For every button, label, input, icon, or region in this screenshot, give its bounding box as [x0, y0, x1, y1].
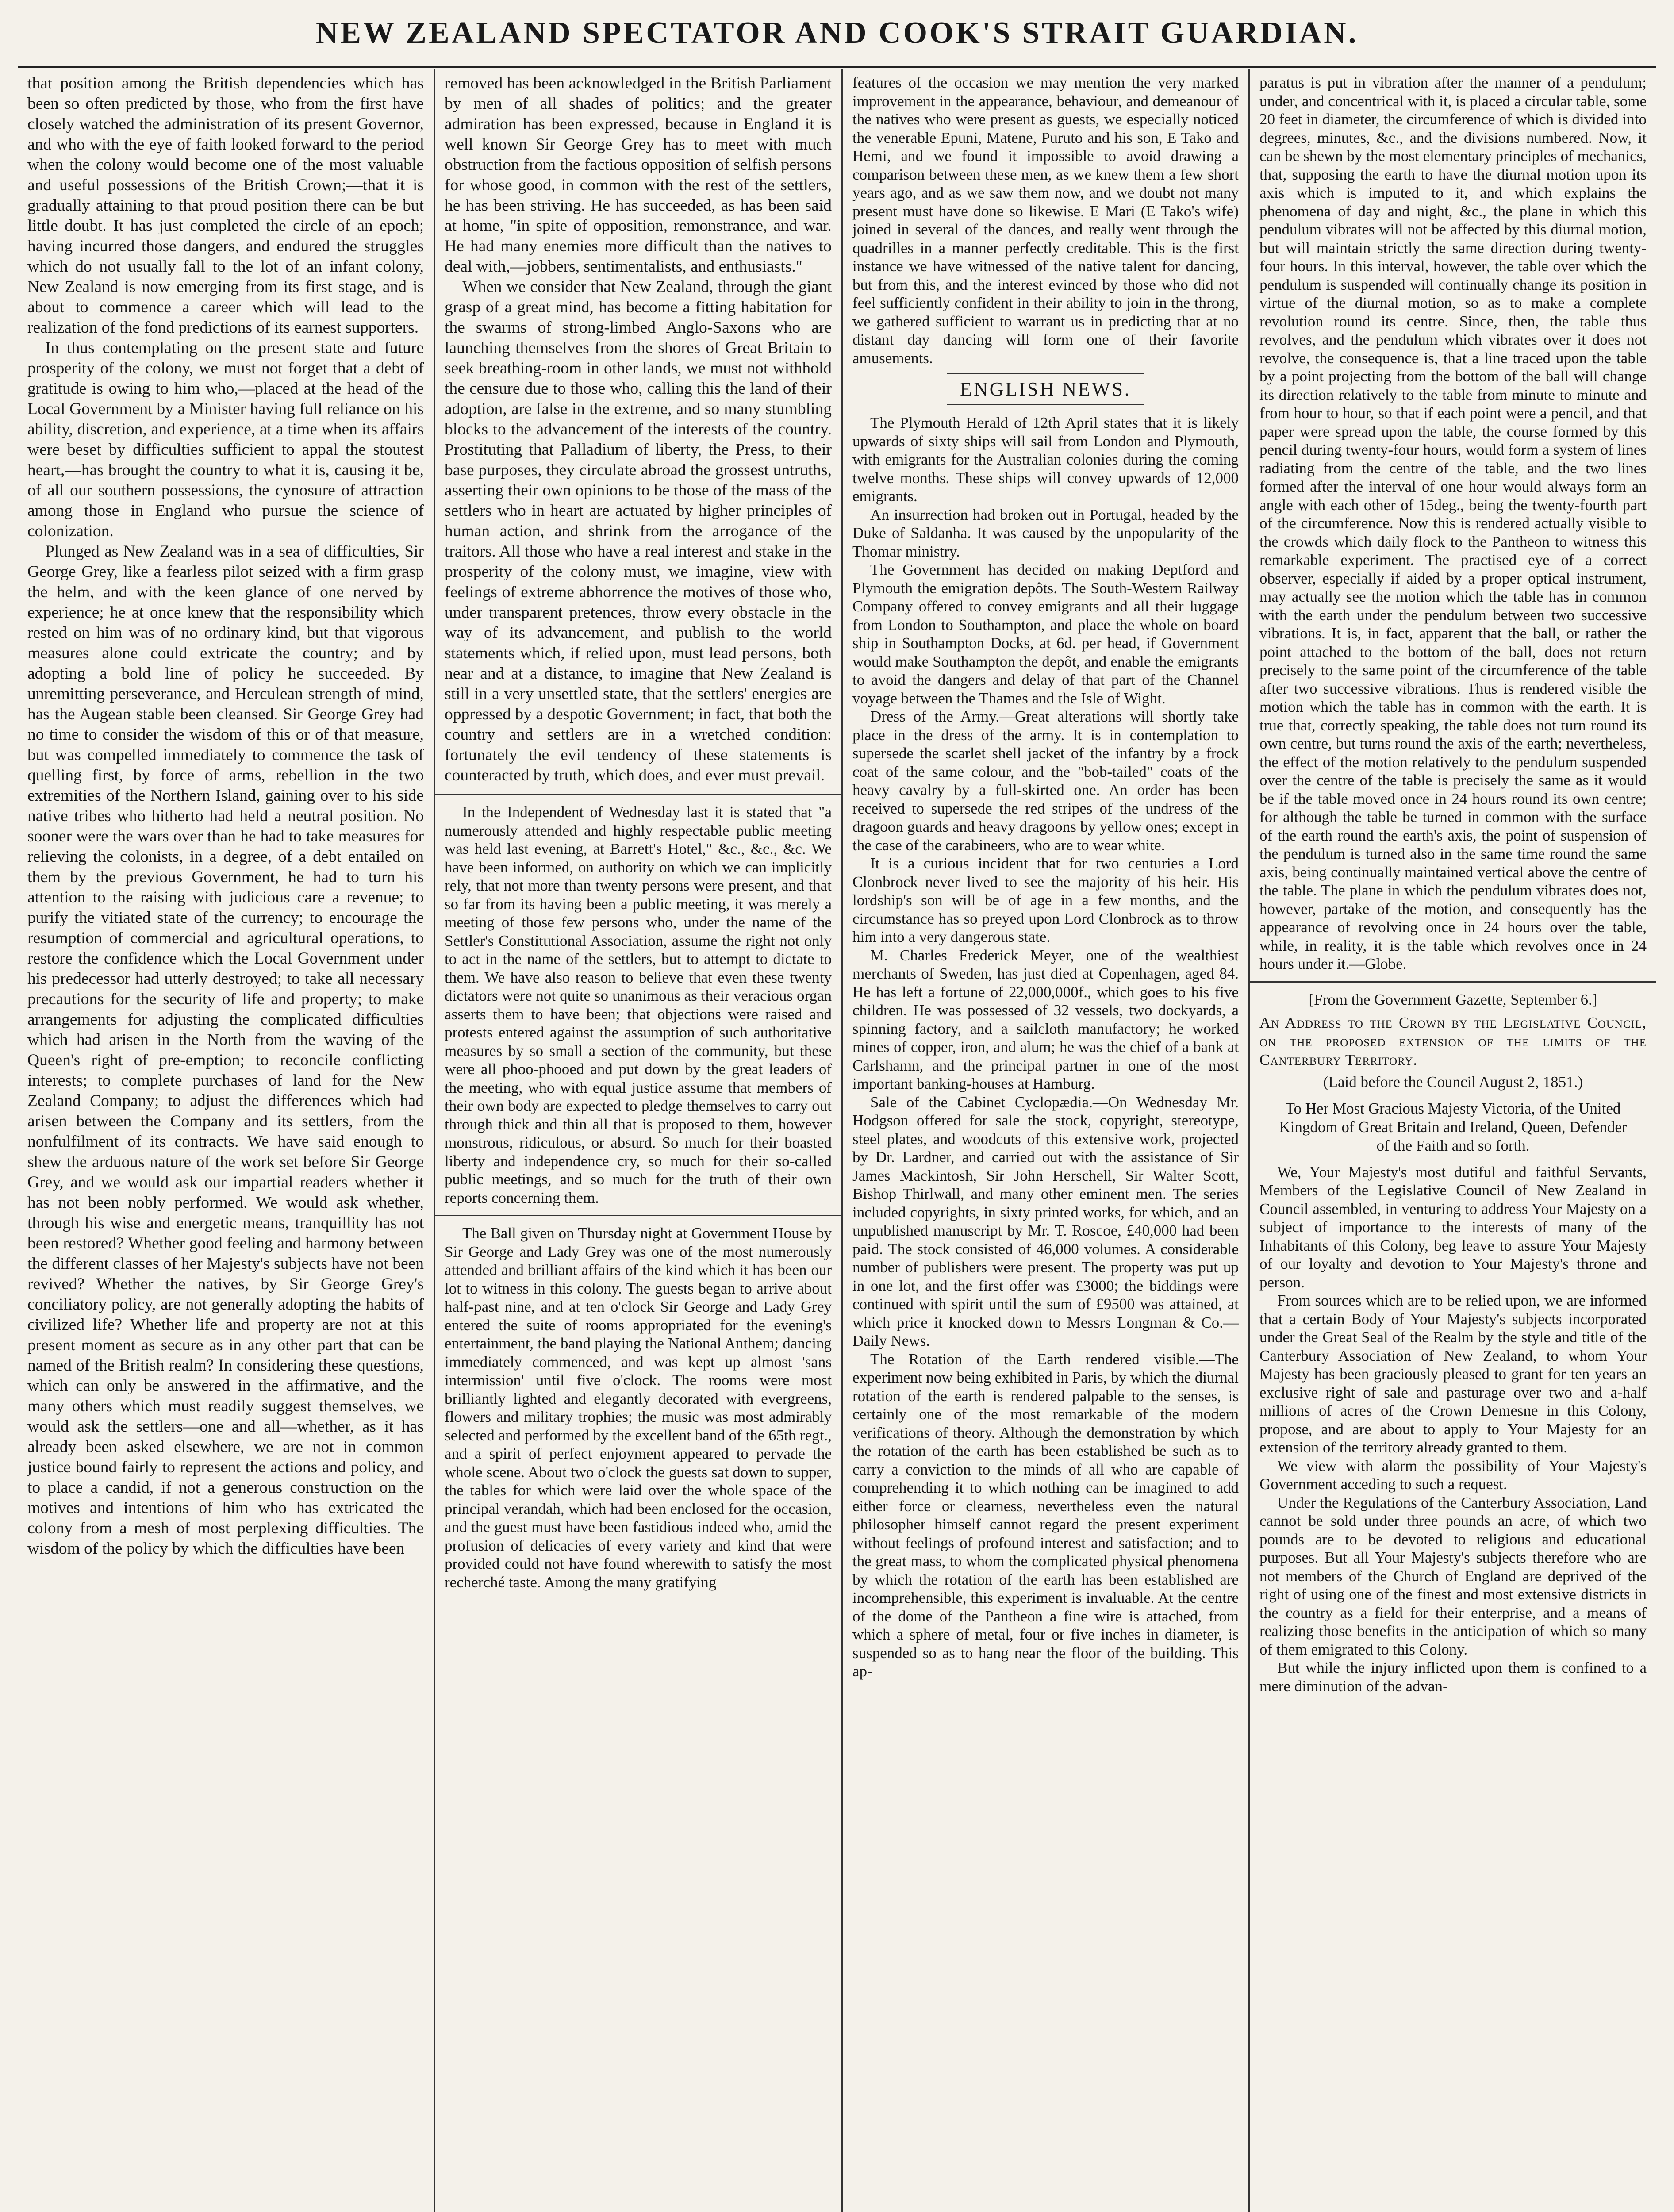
- gazette-note: [From the Government Gazette, September 6.]: [1309, 991, 1597, 1008]
- paragraph: In thus contemplating on the present state and future prosperity of the colony, we must not forget that a debt of gratitude is owing to him who,—placed at the head of the Local Government by a Minister having full reliance on his ability, discretion, and experience, at a time when its affairs were beset by difficulties sufficient to appal the stoutest heart,—has brought the country to what it is, causing it be, of all our southern possessions, the cynosure of attraction among those in England who pursue the science of colonization.: [27, 339, 424, 540]
- paragraph: The Ball given on Thursday night at Government House by Sir George and Lady Grey was one of the most numerously attended and brilliant affairs of the kind which it has been our lot to witness in this colony. The guests began to arrive about half-past nine, and at ten o'clock Sir George and Lady Grey entered the suite of rooms appropriated for the evening's entertainment, the band playing the National Anthem; dancing immediately commenced, and was kept up almost 'sans intermission' until five o'clock. The rooms were most brilliantly lighted and elegantly decorated with evergreens, flowers and military trophies; the music was most admirably selected and performed by the excellent band of the 65th regt., and a spirit of perfect enjoyment appeared to pervade the whole scene. About two o'clock the guests sat down to supper, the tables for which were laid over the whole space of the principal verandah, which had been enclosed for the occasion, and the guest must have been fastidious indeed who, amid the profusion of delicacies of every variety and kind that were provided could not have found wherewith to satisfy the most recherché taste. Among the many gratifying: [445, 1225, 832, 1591]
- address-title: An Address to the Crown by the Legislative Council, on the proposed extension of the limits of the Canterbury Territory.: [1259, 1014, 1647, 1068]
- paragraph: that position among the British dependencies which has been so often predicted by those, who from the first have closely watched the administration of its present Governor, and who with the eye of faith looked forward to the period when the colony would become one of the most valuable and useful possessions of the British Crown;—that it is gradually attaining to that proud position there can be but little doubt. It has just completed the circle of an epoch; having incurred those dangers, and endured the struggles which do not usually fall to the lot of an infant colony, New Zealand is now emerging from its first stage, and is about to commence a career which will lead to the realization of the fond predictions of its earnest supporters.: [27, 74, 424, 337]
- paragraph: From sources which are to be relied upon, we are informed that a certain Body of Your Majesty's subjects incorporated under the Great Seal of the Realm by the style and title of the Canterbury Association of New Zealand, to whom Your Majesty has been graciously pleased to grant for ten years an exclusive right of sale and pasturage over two and a-half millions of acres of the Crown Demesne in this Colony, propose, and are about to apply to Your Majesty for an extension of the territory already granted to them.: [1259, 1292, 1647, 1456]
- paragraph: features of the occasion we may mention the very marked improvement in the appearance, behaviour, and demeanour of the natives who were present as guests, we especially noticed the venerable Epuni, Matene, Puruto and his son, E Tako and Hemi, and we found it impossible to avoid drawing a comparison between these men, as we knew them a few short years ago, and as we saw them now, and we doubt not many present must have done so likewise. E Mari (E Tako's wife) joined in several of the dances, and really went through the quadrilles in a manner perfectly creditable. This is the first instance we have witnessed of the native talent for dancing, but from this, and the interest evinced by those who did not feel sufficiently confident in their ability to join in the throng, we gathered sufficient to warrant us in predicting that at no distant day dancing will form one of their favorite amusements.: [852, 74, 1239, 367]
- column-2: [434, 69, 841, 2212]
- news-item: The Government has decided on making Deptford and Plymouth the emigration depôts. The South-Western Railway Company offered to convey emigrants and all their luggage from London to Southampton, and place the whole on board ship in Southampton Docks, at 6d. per head, if Government would make Southampton the depôt, and enable the emigrants to avoid the dangers and delay of that part of the Channel voyage between the Thames and the Isle of Wight.: [852, 561, 1239, 707]
- news-item: It is a curious incident that for two centuries a Lord Clonbrock never lived to see the majority of his heir. His lordship's son will be of age in a few months, and the circumstance has so preyed upon Lord Clonbrock as to throw him into a very dangerous state.: [852, 855, 1239, 945]
- column-rule: [435, 794, 841, 795]
- paragraph: Under the Regulations of the Canterbury Association, Land cannot be sold under three pounds an acre, of which two pounds are to be devoted to religious and educational purposes. But all Your Majesty's subjects therefore who are not members of the Church of England are deprived of the right of using one of the finest and most extensive districts in the country as a field for their enterprise, and a means of realizing those benefits in the anticipation of which so many of them emigrated to this Colony.: [1259, 1494, 1647, 1658]
- independent-section: [445, 803, 832, 1207]
- paragraph: In the Independent of Wednesday last it is stated that "a numerously attended and highly respectable public meeting was held last evening, at Barrett's Hotel," &c., &c., &c. We have been informed, on authority on which we can implicitly rely, that not more than twenty persons were present, and that so far from its having been a public meeting, it was merely a meeting of those few persons who, under the name of the Settler's Constitutional Association, assume the right not only to act in the name of the settlers, but to attempt to dictate to them. We have also reason to believe that even these twenty dictators were not quite so unanimous as their veracious organ asserts them to have been; that objections were raised and protests entered against the assumption of such authoritative measures by so small a section of the community, but these were all phoo-phooed and put down by the great leaders of the meeting, who with equal justice assume that members of their own body are expected to pledge themselves to carry out through thick and thin all that is proposed to them, however monstrous, ridiculous, or absurd. So much for their boasted liberty and independence cry, so much for their so-called public meetings, and so much for the truth of their own reports concerning them.: [445, 803, 832, 1206]
- column-3: [841, 69, 1248, 2212]
- english-news-heading: ENGLISH NEWS.: [947, 373, 1144, 405]
- salutation: To Her Most Gracious Majesty Victoria, of the United Kingdom of Great Britain and Ireland, Queen, Defender of the Faith and so forth.: [1279, 1099, 1627, 1154]
- news-item: Sale of the Cabinet Cyclopædia.—On Wednesday Mr. Hodgson offered for sale the stock, copyright, stereotype, steel plates, and woodcuts of this extensive work, projected by Dr. Lardner, and carried out with the assistance of Sir James Mackintosh, Sir John Herschell, Sir Walter Scott, Bishop Thirlwall, and many other eminent men. The series included copyrights, in sixty printed works, for which, and an unpublished manuscript by Mr. T. Roscoe, £40,000 had been paid. The stock consisted of 46,000 volumes. A considerable number of publishers were present. The property was put up in one lot, and the first offer was £3000; the biddings were continued with spirit until the sum of £9500 was attained, at which price it knocked down to Messrs Longman & Co.—Daily News.: [852, 1093, 1239, 1349]
- column-1: [18, 69, 434, 2212]
- laid-before-note: (Laid before the Council August 2, 1851.): [1323, 1073, 1583, 1091]
- editorial-section: [27, 73, 424, 1559]
- section-heading: [852, 373, 1239, 405]
- column-4: [1248, 69, 1656, 2212]
- paragraph: paratus is put in vibration after the manner of a pendulum; under, and concentrical with it, is placed a circular table, some 20 feet in diameter, the circumference of which is divided into degrees, minutes, &c., and the divisions numbered. Now, it can be shewn by the most elementary principles of mechanics, that, supposing the earth to have the diurnal motion upon its axis which is imputed to it, and which explains the phenomena of day and night, &c., the plane in which this pendulum vibrates will not be affected by this diurnal motion, but will maintain strictly the same direction during twenty-four hours. In this interval, however, the table over which the pendulum is suspended will continually change its position in virtue of the diurnal motion, so as to make a complete revolution round its centre. Since, then, the table thus revolves, and the pendulum which vibrates over it does not revolve, the consequence is, that a line traced upon the table by a point projecting from the bottom of the ball will change its direction relatively to the table from minute to minute and from hour to hour, so that if each point were a pencil, and that paper were spread upon the table, the course formed by this pencil during twenty-four hours, would form a system of lines radiating from the centre of the table, and the two lines formed after the interval of one hour would always form an angle with each other of 15deg., being the twenty-fourth part of the circumference. Now this is rendered actually visible to the crowds which daily flock to the Pantheon to witness this remarkable experiment. The practised eye of a correct observer, especially if aided by a proper optical instrument, may actually see the motion which the table has in common with the earth under the pendulum between two successive vibrations. It is, in fact, apparent that the ball, or rather the point attached to the bottom of the ball, does not return precisely to the same point of the circumference of the table after two successive vibrations. Thus is rendered visible the motion which the table has in common with the earth. It is true that, correctly speaking, the table does not turn round its own centre, but turns round the axis of the earth; nevertheless, the effect of the motion relatively to the pendulum suspended over the centre of the table is precisely the same as it would be if the table moved once in 24 hours round its own centre; for although the table be turned in common with the surface of the earth round the earth's axis, the point of suspension of the pendulum is turned also in the same time round the same axis, being continually maintained vertical above the centre of the table. The plane in which the pendulum vibrates does not, however, partake of the motion, and consequently has the appearance of revolving once in 24 hours over the table, while, in reality, it is the table which revolves once in 24 hours under it.—Globe.: [1259, 74, 1647, 972]
- column-rule: [1250, 981, 1656, 983]
- news-item: An insurrection had broken out in Portugal, headed by the Duke of Saldanha. It was caused by the unpopularity of the Thomar ministry.: [852, 506, 1239, 560]
- news-item: M. Charles Frederick Meyer, one of the wealthiest merchants of Sweden, has just died at Copenhagen, aged 84. He has left a fortune of 22,000,000f., which goes to his five children. He was possessed of 32 vessels, two dockyards, a spinning factory, and a sailcloth manufactory; he worked mines of copper, iron, and alum; he was the chief of a bank at Carlshamn, and the principal partner in one of the most important banking-houses at Hamburg.: [852, 946, 1239, 1092]
- news-item: The Plymouth Herald of 12th April states that it is likely upwards of sixty ships will sail from London and Plymouth, with emigrants for the Australian colonies during the coming twelve months. These ships will convey upwards of 12,000 emigrants.: [852, 414, 1239, 505]
- editorial-continued: [445, 73, 832, 786]
- paragraph: But while the injury inflicted upon them is confined to a mere diminution of the advan-: [1259, 1659, 1647, 1695]
- paragraph: removed has been acknowledged in the British Parliament by men of all shades of politics; and the greater admiration has been expressed, because in England it is well known Sir George Grey has to meet with much obstruction from the factious opposition of selfish persons for whose good, in common with the rest of the settlers, he has been striving. He has succeeded, as has been said at home, "in spite of opposition, remonstrance, and war. He had many enemies more difficult than the natives to deal with,—jobbers, sentimentalists, and enthusiasts.": [445, 74, 832, 276]
- paragraph: We, Your Majesty's most dutiful and faithful Servants, Members of the Legislative Council of New Zealand in Council assembled, in venturing to address Your Majesty on a subject of importance to the interests of many of the Inhabitants of this Colony, beg leave to assure Your Majesty of our loyalty and devotion to Your Majesty's throne and person.: [1259, 1163, 1647, 1291]
- ball-section: [445, 1224, 832, 1591]
- news-item: The Rotation of the Earth rendered visible.—The experiment now being exhibited in Paris, by which the diurnal rotation of the earth is rendered palpable to the senses, is certainly one of the most remarkable of the modern verifications of theory. Although the demonstration by which the rotation of the earth has been established be such as to carry a conviction to the minds of all who are capable of comprehending it to which nothing can be imagined to add either force or clearness, nevertheless even the natural philosopher himself cannot regard the present experiment without feelings of profound interest and satisfaction; and to the great mass, to whom the complicated physical phenomena by which the rotation of the earth has been established are incomprehensible, this experiment is invaluable. At the centre of the dome of the Pantheon a fine wire is attached, from which a sphere of metal, four or five inches in diameter, is suspended so as to hang near the floor of the building. This ap-: [852, 1350, 1239, 1680]
- news-item: Dress of the Army.—Great alterations will shortly take place in the dress of the army. It is in contemplation to supersede the scarlet shell jacket of the infantry by a frock coat of the same colour, and the "bob-tailed" coats of the heavy cavalry by a full-skirted one. An order has been received to supersede the red stripes of the undress of the dragoon guards and heavy dragoons by yellow ones; except in the case of the carabineers, who are to wear white.: [852, 708, 1239, 854]
- paragraph: Plunged as New Zealand was in a sea of difficulties, Sir George Grey, like a fearless pilot seized with a firm grasp the helm, and with the keen glance of one nerved by experience; he at once knew that the responsibility which rested on him was of no ordinary kind, but that vigorous measures alone could extricate the country; and by adopting a bold line of policy he succeeded. By unremitting perseverance, and Herculean strength of mind, has the Augean stable been cleansed. Sir George Grey had no time to consider the wisdom of this or of that measure, but was compelled immediately to commence the task of quelling first, by force of arms, rebellion in the two extremities of the Northern Island, gaining over to his side native tribes who hitherto had held a neutral position. No sooner were the wars over than he had to take measures for relieving the colonists, in a degree, of a debt entailed on them by the previous Government, he had to turn his attention to the raising with judicious care a revenue; to purify the vitiated state of the currency; to encourage the resumption of commercial and agricultural operations, to restore the confidence which the Local Government under his predecessor had utterly destroyed; to take all necessary precautions for the security of life and property; to make arrangements for adjusting the complicated difficulties which had arisen in the North from the waving of the Queen's right of pre-emption; to reconcile conflicting interests; to complete purchases of land for the New Zealand Company; to adjust the differences which had arisen between the Company and its settlers, from the nonfulfilment of its contracts. We have said enough to shew the arduous nature of the work set before Sir George Grey, and we would ask our impartial readers whether it has not been nobly performed. We would ask whether, through his wise and energetic means, tranquillity has not been restored? Whether good feeling and harmony between the different classes of her Majesty's subjects have not been revived? Whether the natives, by Sir George Grey's conciliatory policy, are not generally adopting the habits of civilized life? Whether life and property are not at this present moment as secure as in any other part that can be named of the British realm? In considering these questions, which can only be answered in the affirmative, and the many others which must readily suggest themselves, we would ask the settlers—one and all—whether, as it has already been asked elsewhere, we are not in common justice bound fairly to represent the actions and policy, and to place a candid, if not a generous construction on the motives and intentions of him who has extricated the colony from a mesh of most perplexing difficulties. The wisdom of the policy by which the difficulties have been: [27, 542, 424, 1558]
- paragraph: We view with alarm the possibility of Your Majesty's Government acceding to such a request.: [1259, 1457, 1647, 1493]
- masthead: NEW ZEALAND SPECTATOR AND COOK'S STRAIT GUARDIAN.: [18, 0, 1656, 68]
- paragraph: When we consider that New Zealand, through the giant grasp of a great mind, has become a fitting habitation for the swarms of strong-limbed Anglo-Saxons who are launching themselves from the shores of Great Britain to seek breathing-room in other lands, we must not withhold the censure due to those who, calling this the land of their adoption, are false in the extreme, and so many stumbling blocks to the advancement of the interests of the country. Prostituting that Palladium of liberty, the Press, to their base purposes, they circulate abroad the grossest untruths, asserting their own opinions to be those of the mass of the settlers who in heart are actuated by higher principles of human action, and shrink from the arrogance of the traitors. All those who have a real interest and stake in the prosperity of the colony must, we imagine, view with feelings of extreme abhorrence the motives of those who, under transparent pretences, throw every obstacle in the way of its advancement, and publish to the world statements which, if relied upon, must lead persons, both near and at a distance, to imagine that New Zealand is still in a very unsettled state, that the settlers' energies are oppressed by a despotic Government; in fact, that both the country and settlers are in a wretched condition: fortunately the evil tendency of these statements is counteracted by truth, which does, and ever must prevail.: [445, 278, 832, 784]
- columns: [18, 69, 1656, 2212]
- column-rule: [435, 1215, 841, 1216]
